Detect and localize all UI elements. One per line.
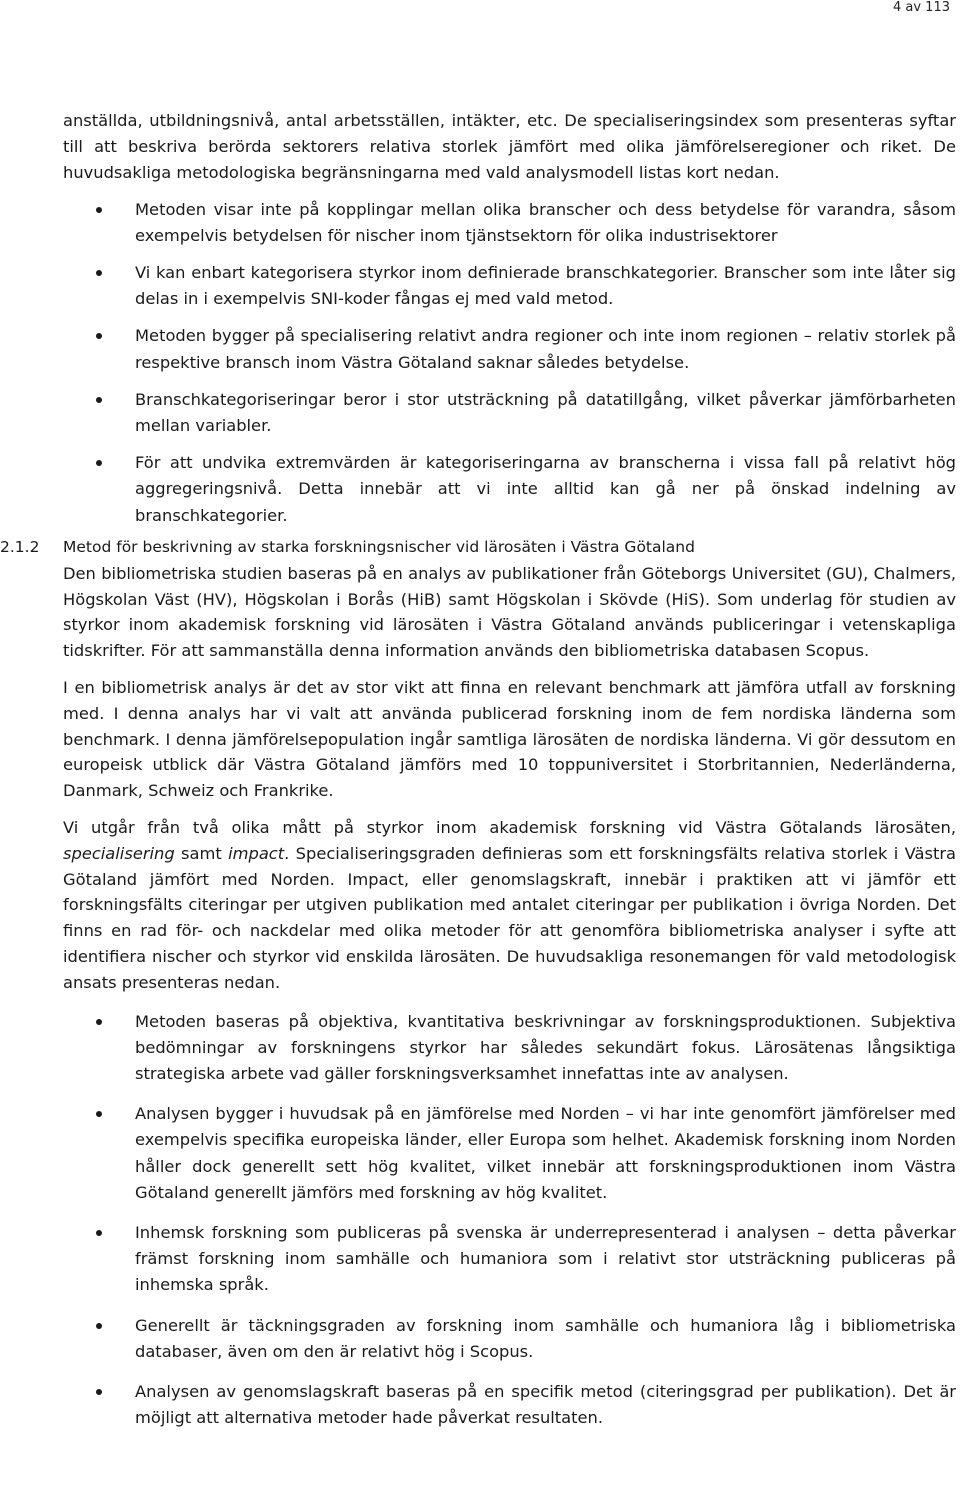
section-paragraph-3: [63, 815, 956, 996]
list-item: Metoden baseras på objektiva, kvantitativa beskrivningar av forskningsproduktionen. Subjektiva bedömningar av forskningens styrkor har således sekundärt fokus. Lärosätenas långsiktiga strategiska arbete vad gäller forskningsverksamhet innefattas inte av analysen.: [63, 1009, 956, 1088]
section-paragraph-1: Den bibliometriska studien baseras på en analys av publikationer från Göteborgs Universitet (GU), Chalmers, Högskolan Väst (HV), Högskolan i Borås (HiB) samt Högskolan i Skövde (HiS). Som underlag för studien av styrkor inom akademisk forskning vid lärosäten i Västra Götaland används publiceringar i vetenskapliga tidskrifter. För att sammanställa denna information används den bibliometriska databasen Scopus.: [63, 563, 956, 661]
intro-bullet-list: [63, 197, 956, 529]
list-item: För att undvika extremvärden är kategoriseringarna av branscherna i vissa fall på relativt hög aggregeringsnivå. Detta innebär att vi inte alltid kan gå ner på önskad indelning av branschkategorier.: [63, 450, 956, 529]
list-item: Analysen av genomslagskraft baseras på en specifik metod (citeringsgrad per publikation). Det är möjligt att alternativa metoder hade påverkat resultaten.: [63, 1379, 956, 1431]
paragraph-text: . Specialiseringsgraden definieras som ett forskningsfälts relativa storlek i Västra Götaland jämfört med Norden. Impact, eller genomslagskraft, innebär i praktiken att vi jämför ett forskningsfälts citeringar per utgiven publikation med antalet citeringar per publikation i övriga Norden. Det finns en rad för- och nackdelar med olika metoder för att genomföra bibliometriska analyser i syfte att identifiera nischer och styrkor vid enskilda lärosäten. De huvudsakliga resonemangen för vald metodologisk ansats presenteras nedan.: [63, 843, 956, 992]
section-title: Metod för beskrivning av starka forskningsnischer vid lärosäten i Västra Götaland: [63, 537, 695, 556]
intro-paragraph: anställda, utbildningsnivå, antal arbetsställen, intäkter, etc. De specialiseringsindex som presenteras syftar till att beskriva berörda sektorers relativa storlek jämfört med olika jämförelseregioner och riket. De huvudsakliga metodologiska begränsningarna med vald analysmodell listas kort nedan.: [63, 111, 956, 183]
list-item: Generellt är täckningsgraden av forskning inom samhälle och humaniora låg i bibliometriska databaser, även om den är relativt hög i Scopus.: [63, 1313, 956, 1365]
list-item: Vi kan enbart kategorisera styrkor inom definierade branschkategorier. Branscher som inte låter sig delas in i exempelvis SNI-koder fångas ej med vald metod.: [63, 260, 956, 312]
page-number: 4 av 113: [892, 0, 950, 15]
emphasis-term: specialisering: [63, 843, 175, 863]
list-item: Metoden visar inte på kopplingar mellan olika branscher och dess betydelse för varandra, såsom exempelvis betydelsen för nischer inom tjänstsektorn för olika industrisektorer: [63, 197, 956, 249]
section-paragraph-2: I en bibliometrisk analys är det av stor vikt att finna en relevant benchmark att jämföra utfall av forskning med. I denna analys har vi valt att använda publicerad forskning inom de fem nordiska länderna som benchmark. I denna jämförelsepopulation ingår samtliga lärosäten de nordiska länderna. Vi gör dessutom en europeisk utblick där Västra Götaland jämförs med 10 toppuniversitet i Storbritannien, Nederländerna, Danmark, Schweiz och Frankrike.: [63, 678, 956, 801]
paragraph-text: Vi utgår från två olika mått på styrkor inom akademisk forskning vid Västra Götalands lärosäten,: [63, 818, 956, 838]
emphasis-term: impact: [228, 843, 285, 863]
section-number: 2.1.2: [0, 537, 40, 556]
list-item: Inhemsk forskning som publiceras på svenska är underrepresenterad i analysen – detta påverkar främst forskning inom samhälle och humaniora som i relativt stor utsträckning publiceras på inhemska språk.: [63, 1220, 956, 1299]
section-bullet-list: [63, 1009, 956, 1432]
section-heading: [0, 536, 956, 558]
document-body: [0, 108, 956, 1431]
paragraph-text: samt: [174, 843, 229, 863]
list-item: Analysen bygger i huvudsak på en jämförelse med Norden – vi har inte genomfört jämförelser med exempelvis specifika europeiska länder, eller Europa som helhet. Akademisk forskning inom Norden håller dock generellt sett hög kvalitet, vilket innebär att forskningsproduktionen inom Västra Götaland generellt jämförs med forskning av hög kvalitet.: [63, 1101, 956, 1206]
list-item: Metoden bygger på specialisering relativt andra regioner och inte inom regionen – relativ storlek på respektive bransch inom Västra Götaland saknar således betydelse.: [63, 323, 956, 375]
list-item: Branschkategoriseringar beror i stor utsträckning på datatillgång, vilket påverkar jämförbarheten mellan variabler.: [63, 387, 956, 439]
